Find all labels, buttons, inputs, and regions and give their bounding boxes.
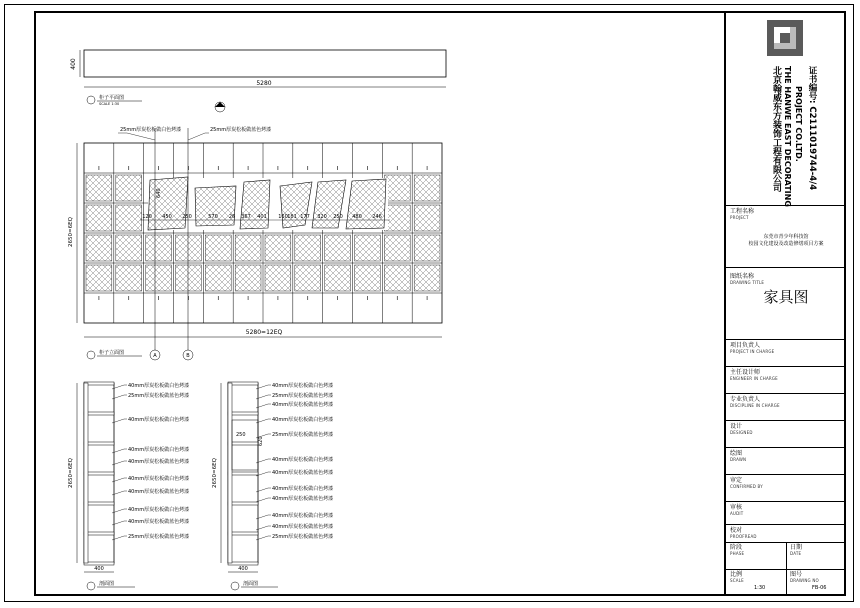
drawing-title: 家具图 — [763, 288, 809, 306]
section-note: 40mm厚炭松板做白色烤漆 — [128, 447, 190, 453]
section-marker-b — [183, 350, 193, 360]
section-note: 40mm厚炭松板做白色烤漆 — [272, 513, 334, 519]
tb-row-label: 主任设计师 — [730, 369, 761, 376]
section-note: 40mm厚炭松板做蓝色烤漆 — [128, 519, 190, 525]
section-note: 40mm厚炭松板做蓝色烤漆 — [128, 459, 190, 465]
company-name-en-2: PROJECT CO.LTD. — [794, 86, 803, 162]
tb-row-label: 设计 — [730, 423, 743, 430]
elevation-view — [68, 126, 442, 360]
elev-note-1: 25mm厚炭松板做白色烤漆 — [120, 127, 182, 133]
section-note: 40mm厚炭松板做蓝色烤漆 — [272, 496, 334, 502]
section-note: 25mm厚炭松板做蓝色烤漆 — [272, 534, 334, 540]
section-note: 25mm厚炭松板做蓝色烤漆 — [128, 534, 190, 540]
company-name-en-1: THE HANWE EAST DECORATING — [783, 66, 792, 207]
elev-width-label: 5280=12EQ — [245, 329, 283, 336]
dim-label: 250 — [333, 214, 343, 220]
dim-620: 620 — [258, 436, 264, 446]
scale-value: 1:30 — [754, 585, 766, 591]
dim-label: 246 — [372, 214, 382, 220]
certificate-number: 证书编号: C2111019744-4/4 — [807, 66, 817, 191]
dim-label: 250 — [182, 214, 192, 220]
dim-250: 250 — [236, 432, 246, 438]
tb-row-sub: DRAWN — [730, 457, 747, 462]
tb-row-sub: PROJECT IN CHARGE — [730, 349, 775, 354]
section-note: 40mm厚炭松板做白色烤漆 — [128, 507, 190, 513]
plan-scale: SCALE 1:30 — [99, 102, 120, 106]
dim-label: 26 — [228, 214, 236, 220]
drawing-title-label: 图纸名称 — [730, 273, 755, 280]
tb-row-sub: PROOFREAD — [730, 534, 757, 539]
tb-row-label: 校对 — [730, 527, 743, 534]
section-note: 25mm厚炭松板做蓝色烤漆 — [128, 393, 190, 399]
section-note: 40mm厚炭松板做白色烤漆 — [128, 476, 190, 482]
dim-label: 320 — [317, 214, 327, 220]
section-note: 40mm厚炭松板做白色烤漆 — [128, 383, 190, 389]
project-name-2: 校园文化建设及改造修缮项目方案 — [748, 241, 824, 247]
logo-relief — [148, 177, 388, 230]
section-b-width: 400 — [238, 566, 248, 572]
elev-height-label: 2650=6EQ — [68, 217, 74, 247]
scale-label: 比例 — [730, 571, 743, 578]
section-note: 40mm厚炭松板做白色烤漆 — [272, 457, 334, 463]
section-a — [68, 382, 189, 590]
elev-title: 柜子立面图 — [99, 350, 125, 356]
dim-label: 570 — [208, 214, 218, 220]
section-note: 40mm厚炭松板做白色烤漆 — [272, 417, 334, 423]
company-name-cn: 北京翰威东方装饰工程有限公司 — [771, 66, 781, 192]
plan-title: 柜子平面图 — [99, 95, 125, 101]
drawing-no-value: FB-06 — [812, 585, 827, 591]
section-a-height: 2650=6EQ — [68, 458, 74, 488]
section-note: 40mm厚炭松板做蓝色烤漆 — [272, 470, 334, 476]
dim-label: 177 — [300, 214, 310, 220]
tb-row-sub: DESIGNED — [730, 430, 753, 435]
drawing-no-label: 图号 — [790, 571, 803, 578]
tb-row-label: 绘图 — [730, 450, 743, 457]
tb-row-label: 专业负责人 — [730, 396, 761, 403]
tb-row-sub: ENGINEER IN CHARGE — [730, 376, 778, 381]
section-note: 40mm厚炭松板做白色烤漆 — [272, 486, 334, 492]
section-note: 40mm厚炭松板做蓝色烤漆 — [272, 524, 334, 530]
section-note: 25mm厚炭松板做蓝色烤漆 — [272, 432, 334, 438]
section-note: 40mm厚炭松板做蓝色烤漆 — [272, 402, 334, 408]
cabinet-grid — [84, 143, 442, 323]
section-b-height: 2650=6EQ — [212, 458, 218, 488]
plan-width-label: 5280 — [256, 80, 272, 87]
section-b — [212, 382, 333, 590]
section-note: 25mm厚炭松板做蓝色烤漆 — [272, 393, 334, 399]
svg-text:A: A — [153, 353, 157, 359]
project-label: 工程名称 — [730, 208, 755, 215]
dim-label: 450 — [162, 214, 172, 220]
section-marker-a — [150, 350, 160, 360]
dim-label: 367 — [241, 214, 251, 220]
tb-row-sub: AUDIT — [730, 511, 744, 516]
tb-row-label: 项目负责人 — [730, 342, 761, 349]
plan-depth-label: 400 — [70, 58, 77, 70]
section-a-title: 剖面图 — [99, 581, 115, 587]
svg-text:B: B — [186, 353, 190, 359]
section-note: 40mm厚炭松板做蓝色烤漆 — [128, 489, 190, 495]
tb-row-sub: DISCIPLINE IN CHARGE — [730, 403, 780, 408]
section-a-width: 400 — [94, 566, 104, 572]
tb-row-label: 审核 — [730, 504, 743, 511]
dim-label: 480 — [352, 214, 362, 220]
dim-label: 401 — [257, 214, 267, 220]
elev-note-2: 25mm厚炭松板做蓝色烤漆 — [210, 127, 272, 133]
section-note: 40mm厚炭松板做白色烤漆 — [128, 417, 190, 423]
dim-label: 160 — [278, 214, 288, 220]
dim-label: 120 — [142, 214, 152, 220]
section-b-title: 剖面图 — [243, 581, 259, 587]
title-block: 北京翰威东方装饰工程有限公司 THE HANWE EAST DECORATING PROJECT CO.LTD. 证书编号: C2111019744-4/4 工程名称 PROJECT 东莞市青少年科技馆 校园文化建设及改造修缮项目方案 图纸名称 DRAWING TITLE 家具图 项目负责人 PROJECT IN CHARGE 主任设计师 ENGINEER IN CHARGE 专业负责人 DISCIPLINE IN CHARGE 设计 DESIGNED 绘图 DRAWN 审定 CONFIRMED BY 审核 AUDIT 校对 PROOFREAD 阶段 PHASE 日期 DATE 比例 SCALE 1:30 图号 DRAWING NO FB-06 — [724, 11, 846, 596]
dim-label: 181 — [287, 214, 297, 220]
section-note: 40mm厚炭松板做白色烤漆 — [272, 383, 334, 389]
section-direction-marker — [215, 102, 225, 112]
project-name-1: 东莞市青少年科技馆 — [763, 234, 809, 240]
tb-row-sub: CONFIRMED BY — [730, 484, 763, 489]
company-logo — [766, 19, 804, 57]
tb-row-label: 审定 — [730, 477, 743, 484]
phase-label: 阶段 — [730, 544, 743, 551]
plan-view — [70, 50, 446, 112]
date-label: 日期 — [790, 544, 803, 551]
dim-640: 640 — [156, 188, 162, 198]
